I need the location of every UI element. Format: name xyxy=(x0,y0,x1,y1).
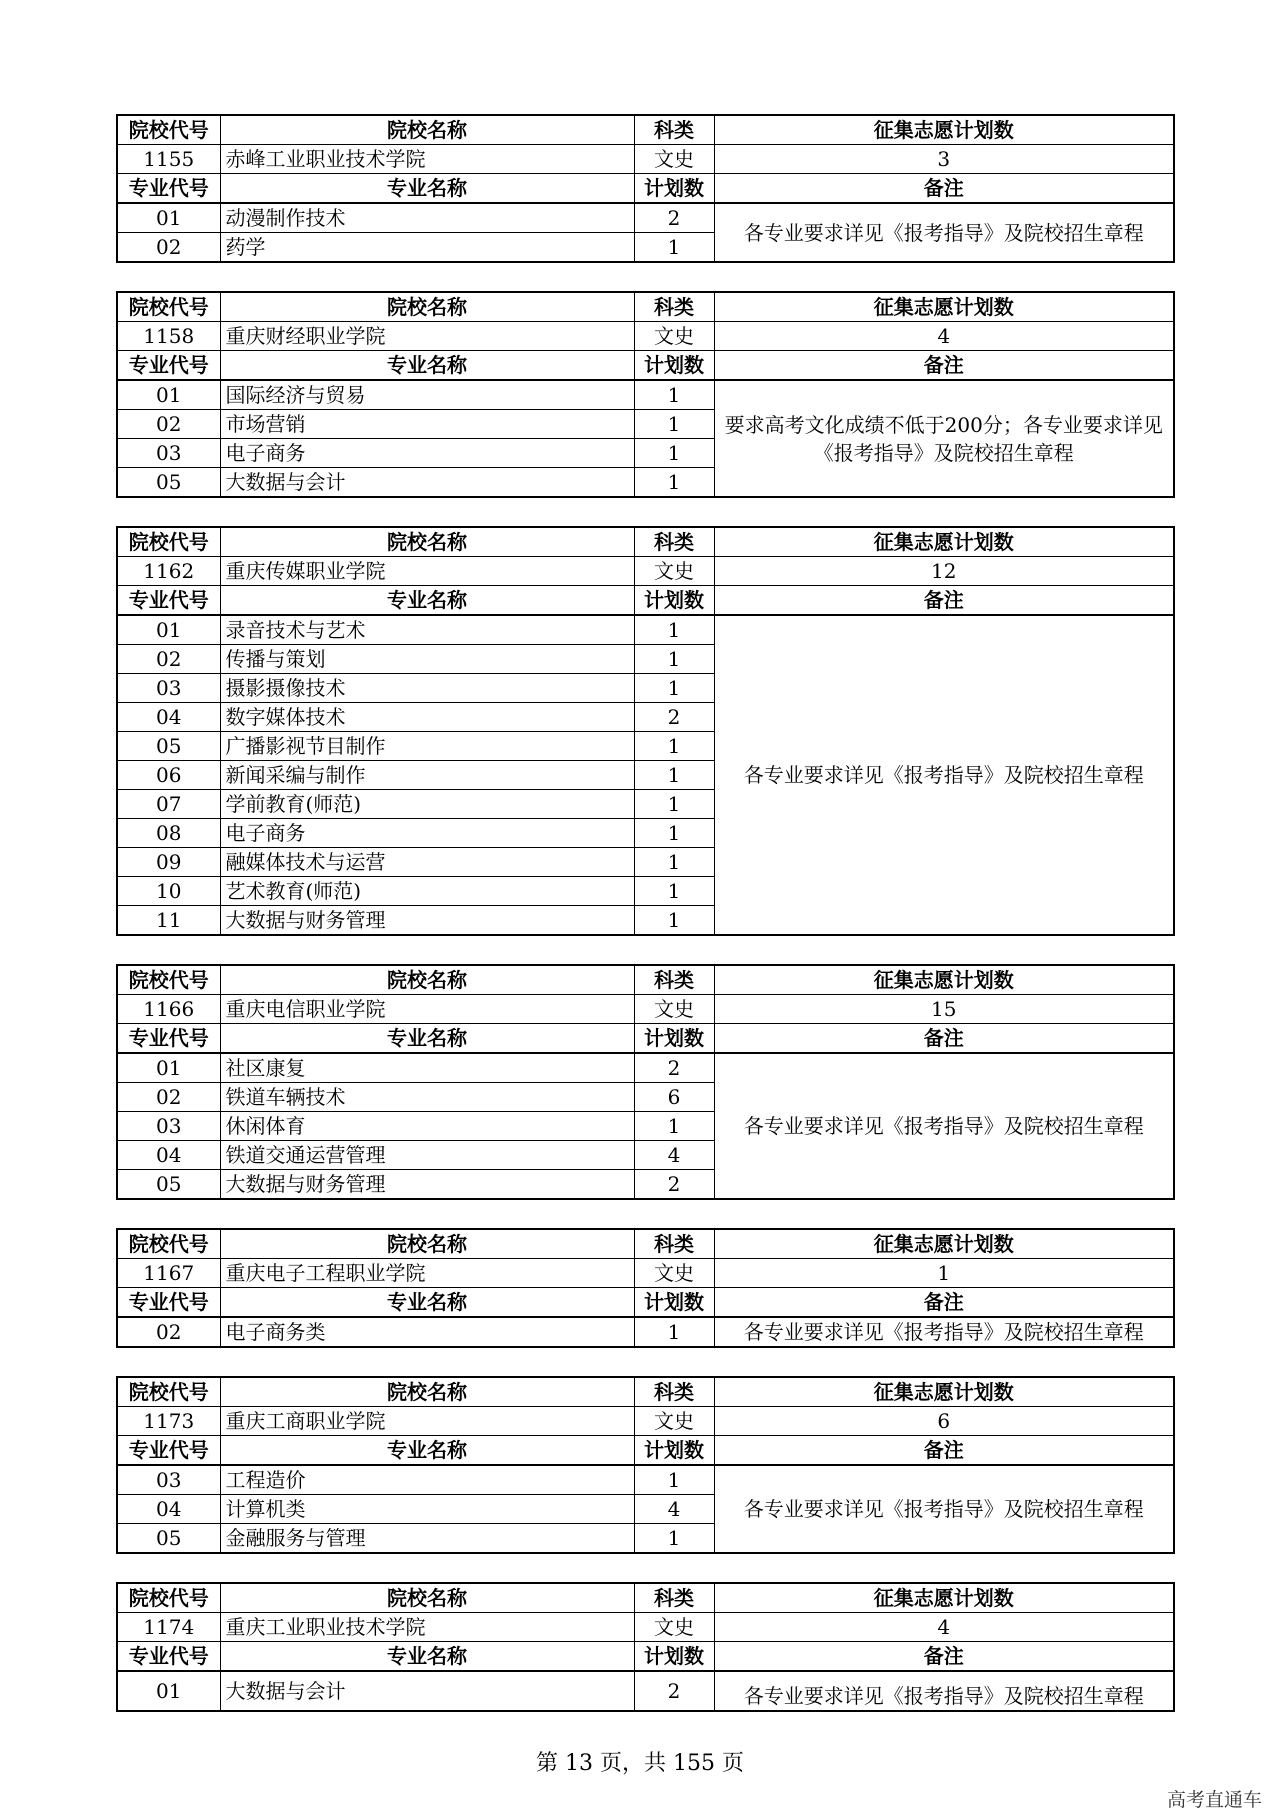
header-school-name: 院校名称 xyxy=(220,292,634,322)
header-plan-total: 征集志愿计划数 xyxy=(714,527,1174,557)
header-school-code: 院校代号 xyxy=(117,292,220,322)
major-code: 05 xyxy=(117,468,220,498)
major-plan-count: 1 xyxy=(634,615,714,645)
school-plan-total: 1 xyxy=(714,1259,1174,1288)
major-code: 03 xyxy=(117,674,220,703)
major-code: 03 xyxy=(117,1112,220,1141)
major-plan-count: 1 xyxy=(634,761,714,790)
major-code: 05 xyxy=(117,1170,220,1200)
school-block-1167 xyxy=(116,1228,1175,1348)
major-plan-count: 1 xyxy=(634,439,714,468)
school-code: 1174 xyxy=(117,1613,220,1642)
school-block-1166 xyxy=(116,964,1175,1200)
header-major-name: 专业名称 xyxy=(220,1288,634,1318)
major-code: 10 xyxy=(117,877,220,906)
school-block-1174 xyxy=(116,1582,1175,1712)
major-name: 学前教育(师范) xyxy=(220,790,634,819)
major-name: 金融服务与管理 xyxy=(220,1524,634,1554)
major-name: 大数据与会计 xyxy=(220,468,634,498)
school-category: 文史 xyxy=(634,322,714,351)
major-code: 01 xyxy=(117,380,220,410)
major-code: 05 xyxy=(117,1524,220,1554)
major-plan-count: 2 xyxy=(634,1671,714,1711)
header-school-code: 院校代号 xyxy=(117,115,220,145)
header-school-code: 院校代号 xyxy=(117,527,220,557)
major-note: 各专业要求详见《报考指导》及院校招生章程 xyxy=(714,615,1174,935)
school-name: 重庆财经职业学院 xyxy=(220,322,634,351)
header-note: 备注 xyxy=(714,174,1174,204)
major-plan-count: 1 xyxy=(634,732,714,761)
header-major-name: 专业名称 xyxy=(220,174,634,204)
major-name: 社区康复 xyxy=(220,1053,634,1083)
major-code: 11 xyxy=(117,906,220,936)
school-category: 文史 xyxy=(634,1613,714,1642)
major-plan-count: 1 xyxy=(634,410,714,439)
major-name: 新闻采编与制作 xyxy=(220,761,634,790)
header-school-name: 院校名称 xyxy=(220,1377,634,1407)
major-code: 02 xyxy=(117,410,220,439)
major-name: 数字媒体技术 xyxy=(220,703,634,732)
major-plan-count: 2 xyxy=(634,1170,714,1200)
major-code: 01 xyxy=(117,1053,220,1083)
school-plan-total: 15 xyxy=(714,995,1174,1024)
header-school-name: 院校名称 xyxy=(220,527,634,557)
header-category: 科类 xyxy=(634,1229,714,1259)
header-note: 备注 xyxy=(714,1288,1174,1318)
header-plan-count: 计划数 xyxy=(634,174,714,204)
school-name: 重庆工业职业技术学院 xyxy=(220,1613,634,1642)
major-code: 05 xyxy=(117,732,220,761)
school-category: 文史 xyxy=(634,557,714,586)
major-plan-count: 1 xyxy=(634,1465,714,1495)
major-name: 休闲体育 xyxy=(220,1112,634,1141)
major-plan-count: 6 xyxy=(634,1083,714,1112)
major-name: 大数据与会计 xyxy=(220,1671,634,1711)
header-major-name: 专业名称 xyxy=(220,1024,634,1054)
major-note: 各专业要求详见《报考指导》及院校招生章程 xyxy=(714,1317,1174,1347)
major-row xyxy=(117,380,1174,410)
major-name: 铁道车辆技术 xyxy=(220,1083,634,1112)
header-major-code: 专业代号 xyxy=(117,1288,220,1318)
header-note: 备注 xyxy=(714,586,1174,616)
school-code: 1167 xyxy=(117,1259,220,1288)
school-name: 重庆工商职业学院 xyxy=(220,1407,634,1436)
watermark: 高考直通车 xyxy=(1166,1789,1262,1811)
major-name: 计算机类 xyxy=(220,1495,634,1524)
major-plan-count: 1 xyxy=(634,848,714,877)
school-row xyxy=(117,1407,1174,1436)
school-name: 重庆电信职业学院 xyxy=(220,995,634,1024)
major-code: 04 xyxy=(117,703,220,732)
major-row xyxy=(117,1671,1174,1711)
major-plan-count: 1 xyxy=(634,233,714,263)
major-plan-count: 1 xyxy=(634,819,714,848)
major-name: 广播影视节目制作 xyxy=(220,732,634,761)
major-row xyxy=(117,203,1174,233)
school-category: 文史 xyxy=(634,1407,714,1436)
header-school-name: 院校名称 xyxy=(220,965,634,995)
major-name: 国际经济与贸易 xyxy=(220,380,634,410)
major-name: 录音技术与艺术 xyxy=(220,615,634,645)
school-block-1158 xyxy=(116,291,1175,498)
major-code: 02 xyxy=(117,1317,220,1347)
header-major-code: 专业代号 xyxy=(117,351,220,381)
header-plan-count: 计划数 xyxy=(634,1436,714,1466)
header-note: 备注 xyxy=(714,1024,1174,1054)
major-code: 03 xyxy=(117,439,220,468)
major-code: 06 xyxy=(117,761,220,790)
major-name: 电子商务 xyxy=(220,819,634,848)
major-plan-count: 2 xyxy=(634,1053,714,1083)
school-row xyxy=(117,322,1174,351)
header-category: 科类 xyxy=(634,527,714,557)
header-major-code: 专业代号 xyxy=(117,1642,220,1672)
major-plan-count: 1 xyxy=(634,468,714,498)
major-code: 02 xyxy=(117,1083,220,1112)
major-name: 传播与策划 xyxy=(220,645,634,674)
major-row xyxy=(117,615,1174,645)
major-row xyxy=(117,1053,1174,1083)
major-note: 各专业要求详见《报考指导》及院校招生章程 xyxy=(714,203,1174,262)
major-note: 各专业要求详见《报考指导》及院校招生章程 xyxy=(714,1053,1174,1199)
major-note: 各专业要求详见《报考指导》及院校招生章程 xyxy=(714,1465,1174,1553)
major-plan-count: 1 xyxy=(634,674,714,703)
major-plan-count: 1 xyxy=(634,380,714,410)
major-name: 市场营销 xyxy=(220,410,634,439)
header-plan-total: 征集志愿计划数 xyxy=(714,1583,1174,1613)
school-row xyxy=(117,145,1174,174)
header-major-name: 专业名称 xyxy=(220,351,634,381)
school-block-1162 xyxy=(116,526,1175,936)
major-plan-count: 4 xyxy=(634,1141,714,1170)
major-name: 工程造价 xyxy=(220,1465,634,1495)
major-code: 01 xyxy=(117,615,220,645)
header-major-code: 专业代号 xyxy=(117,1436,220,1466)
major-name: 艺术教育(师范) xyxy=(220,877,634,906)
major-plan-count: 1 xyxy=(634,1112,714,1141)
major-name: 大数据与财务管理 xyxy=(220,1170,634,1200)
school-code: 1158 xyxy=(117,322,220,351)
school-blocks xyxy=(116,114,1173,1712)
header-category: 科类 xyxy=(634,1377,714,1407)
header-major-name: 专业名称 xyxy=(220,1642,634,1672)
major-code: 08 xyxy=(117,819,220,848)
major-code: 07 xyxy=(117,790,220,819)
header-plan-count: 计划数 xyxy=(634,1288,714,1318)
school-category: 文史 xyxy=(634,1259,714,1288)
major-code: 01 xyxy=(117,1671,220,1711)
school-name: 重庆电子工程职业学院 xyxy=(220,1259,634,1288)
school-plan-total: 3 xyxy=(714,145,1174,174)
header-plan-total: 征集志愿计划数 xyxy=(714,292,1174,322)
major-plan-count: 1 xyxy=(634,1524,714,1554)
header-major-code: 专业代号 xyxy=(117,174,220,204)
major-code: 04 xyxy=(117,1495,220,1524)
school-plan-total: 4 xyxy=(714,1613,1174,1642)
school-block-1173 xyxy=(116,1376,1175,1554)
major-code: 09 xyxy=(117,848,220,877)
header-plan-total: 征集志愿计划数 xyxy=(714,115,1174,145)
header-plan-count: 计划数 xyxy=(634,586,714,616)
school-plan-total: 12 xyxy=(714,557,1174,586)
school-code: 1162 xyxy=(117,557,220,586)
header-category: 科类 xyxy=(634,292,714,322)
header-school-name: 院校名称 xyxy=(220,1583,634,1613)
major-name: 电子商务 xyxy=(220,439,634,468)
major-plan-count: 4 xyxy=(634,1495,714,1524)
major-note: 各专业要求详见《报考指导》及院校招生章程 xyxy=(714,1671,1174,1711)
major-name: 电子商务类 xyxy=(220,1317,634,1347)
school-code: 1173 xyxy=(117,1407,220,1436)
major-note: 要求高考文化成绩不低于200分；各专业要求详见《报考指导》及院校招生章程 xyxy=(714,380,1174,497)
school-plan-total: 4 xyxy=(714,322,1174,351)
header-school-name: 院校名称 xyxy=(220,115,634,145)
header-plan-total: 征集志愿计划数 xyxy=(714,1229,1174,1259)
header-major-code: 专业代号 xyxy=(117,586,220,616)
school-category: 文史 xyxy=(634,995,714,1024)
header-school-code: 院校代号 xyxy=(117,1583,220,1613)
major-name: 摄影摄像技术 xyxy=(220,674,634,703)
header-school-code: 院校代号 xyxy=(117,965,220,995)
header-major-code: 专业代号 xyxy=(117,1024,220,1054)
school-name: 赤峰工业职业技术学院 xyxy=(220,145,634,174)
header-plan-count: 计划数 xyxy=(634,1024,714,1054)
header-category: 科类 xyxy=(634,115,714,145)
major-name: 动漫制作技术 xyxy=(220,203,634,233)
major-name: 大数据与财务管理 xyxy=(220,906,634,936)
school-row xyxy=(117,1259,1174,1288)
major-plan-count: 1 xyxy=(634,1317,714,1347)
header-category: 科类 xyxy=(634,965,714,995)
major-plan-count: 1 xyxy=(634,877,714,906)
header-note: 备注 xyxy=(714,1436,1174,1466)
major-plan-count: 1 xyxy=(634,790,714,819)
major-name: 铁道交通运营管理 xyxy=(220,1141,634,1170)
major-plan-count: 2 xyxy=(634,703,714,732)
header-plan-total: 征集志愿计划数 xyxy=(714,1377,1174,1407)
school-code: 1166 xyxy=(117,995,220,1024)
school-code: 1155 xyxy=(117,145,220,174)
major-plan-count: 1 xyxy=(634,645,714,674)
major-code: 02 xyxy=(117,233,220,263)
school-name: 重庆传媒职业学院 xyxy=(220,557,634,586)
header-note: 备注 xyxy=(714,351,1174,381)
header-category: 科类 xyxy=(634,1583,714,1613)
header-plan-count: 计划数 xyxy=(634,351,714,381)
header-plan-count: 计划数 xyxy=(634,1642,714,1672)
school-plan-total: 6 xyxy=(714,1407,1174,1436)
header-major-name: 专业名称 xyxy=(220,1436,634,1466)
major-plan-count: 2 xyxy=(634,203,714,233)
major-row xyxy=(117,1317,1174,1347)
school-block-1155 xyxy=(116,114,1175,263)
major-plan-count: 1 xyxy=(634,906,714,936)
school-category: 文史 xyxy=(634,145,714,174)
header-school-name: 院校名称 xyxy=(220,1229,634,1259)
major-name: 药学 xyxy=(220,233,634,263)
header-school-code: 院校代号 xyxy=(117,1229,220,1259)
school-row xyxy=(117,557,1174,586)
header-plan-total: 征集志愿计划数 xyxy=(714,965,1174,995)
major-code: 02 xyxy=(117,645,220,674)
header-school-code: 院校代号 xyxy=(117,1377,220,1407)
major-code: 03 xyxy=(117,1465,220,1495)
school-row xyxy=(117,995,1174,1024)
page-footer: 第 13 页，共 155 页 xyxy=(536,1751,744,1776)
major-name: 融媒体技术与运营 xyxy=(220,848,634,877)
school-row xyxy=(117,1613,1174,1642)
major-code: 04 xyxy=(117,1141,220,1170)
major-row xyxy=(117,1465,1174,1495)
header-note: 备注 xyxy=(714,1642,1174,1672)
major-code: 01 xyxy=(117,203,220,233)
header-major-name: 专业名称 xyxy=(220,586,634,616)
